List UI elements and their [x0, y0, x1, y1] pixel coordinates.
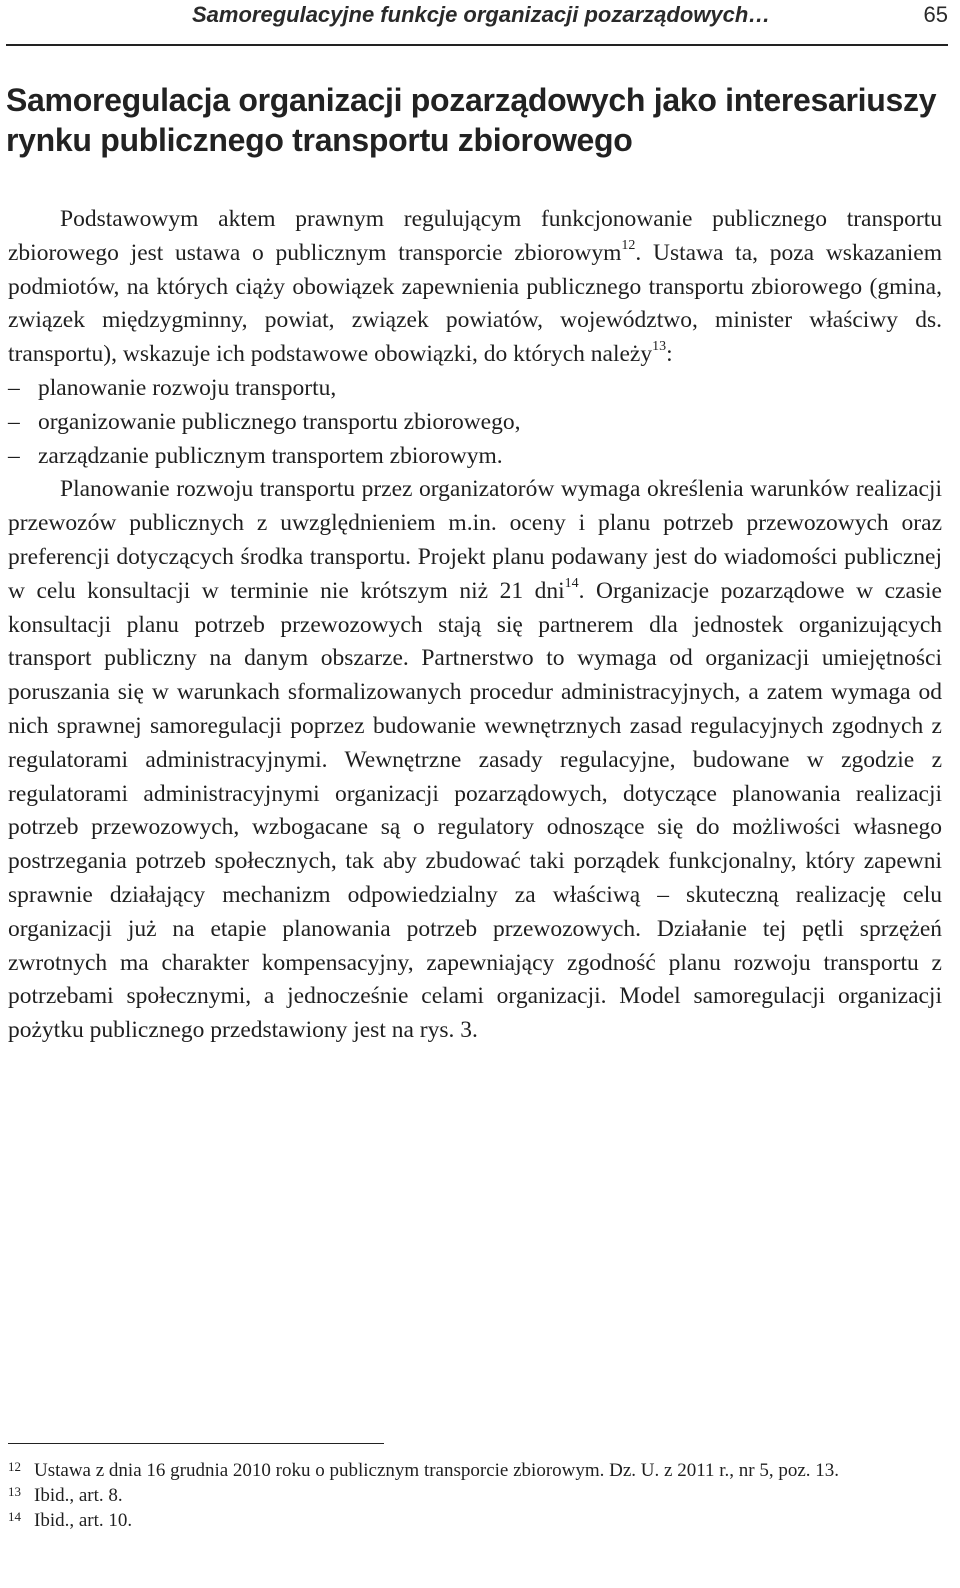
paragraph-2-continuation: . Organizacje pozarządowe w czasie konsultacji planu potrzeb przewozowych stają się partnerem dla jednostek organizujących transport publiczny na danym obszarze. Partnerstwo to wymaga od organizacji umiejętności poruszania się w warunkach sformalizowanych procedur administracyjnych, a zatem wymaga od nich sprawnej samoregulacji poprzez budowanie wewnętrznych zasad regulacyjnych zgodnych z regulatorami administracyjnymi. Wewnętrzne zasady regulacyjne, budowane w zgodzie z regulatorami administracyjnymi organizacji pozarządowych, dotyczące planowania realizacji potrzeb przewozowych, wzbogacane są o regulatory odnoszące się do możliwości własnego postrzegania potrzeb społecznych, tak aby zbudować taki porządek funkcjonalny, który zapewni sprawnie działający mechanizm odpowiedzialny za właściwą – skuteczną realizację celu organizacji już na etapie planowania potrzeb przewozowych. Działanie tej pętli sprzężeń zwrotnych ma charakter kompensacyjny, zapewniający zgodność planu rozwoju transportu z potrzebami społecznymi, a jednocześnie celami organizacji. Model samoregulacji organizacji pożytku publicznego przedstawiony jest na rys. 3. — [8, 577, 942, 1044]
footnote-number: 13 — [8, 1484, 21, 1499]
running-title: Samoregulacyjne funkcje organizacji pozarządowych… — [192, 2, 771, 27]
list-item-text: zarządzanie publicznym transportem zbiorowym. — [38, 442, 503, 469]
footnote-12 — [8, 1458, 942, 1483]
footnote-text: Ibid., art. 8. — [34, 1485, 123, 1506]
list-dash: – — [8, 408, 20, 435]
footnote-separator — [8, 1443, 384, 1444]
paragraph-2-text: Planowanie rozwoju transportu przez organizatorów wymaga określenia warunków realizacji przewozów publicznych z uwzględnieniem m.in. oceny i planu potrzeb przewozowych oraz preferencji dotyczących środka transportu. Projekt planu podawany jest do wiadomości publicznej w celu konsultacji w terminie nie krótszym niż 21 dni — [8, 476, 942, 604]
footnote-number: 14 — [8, 1509, 21, 1524]
paragraph-1-end: : — [666, 341, 673, 368]
footnote-text: Ustawa z dnia 16 grudnia 2010 roku o publicznym transporcie zbiorowym. Dz. U. z 2011 r., nr 5, poz. 13. — [34, 1460, 840, 1481]
section-title: Samoregulacja organizacji pozarządowych jako interesariuszy rynku publicznego transportu zbiorowego — [6, 82, 937, 158]
list-item-text: planowanie rozwoju transportu, — [38, 374, 337, 401]
list-item — [8, 406, 942, 440]
page-number: 65 — [923, 2, 948, 27]
duties-list — [8, 372, 942, 473]
footnote-ref-13[interactable]: 13 — [652, 339, 667, 355]
list-item — [8, 440, 942, 474]
paragraph-1-continuation: . Ustawa ta, poza wskazaniem podmiotów, na których ciąży obowiązek zapewnienia publicznego transportu zbiorowego (gmina, związek międzygminny, powiat, związek powiatów, województwo, minister właściwy ds. transportu), wskazuje ich podstawowe obowiązki, do których należy — [8, 239, 942, 368]
paragraph-2 — [8, 473, 942, 1048]
footnote-ref-12[interactable]: 12 — [621, 237, 636, 253]
footnote-13 — [8, 1483, 942, 1508]
footnotes — [8, 1458, 942, 1533]
footnote-text: Ibid., art. 10. — [34, 1510, 133, 1531]
list-item-text: organizowanie publicznego transportu zbiorowego, — [38, 408, 521, 435]
list-dash: – — [8, 442, 20, 469]
list-dash: – — [8, 374, 20, 401]
body-text — [8, 203, 942, 1048]
paragraph-1 — [8, 203, 942, 372]
paragraph-1-text: Podstawowym aktem prawnym regulującym funkcjonowanie publicznego transportu zbiorowego jest ustawa o publicznym transporcie zbiorowym — [8, 206, 942, 266]
footnote-14 — [8, 1508, 942, 1533]
page-header — [6, 0, 948, 46]
list-item — [8, 372, 942, 406]
footnote-number: 12 — [8, 1459, 21, 1474]
footnote-ref-14[interactable]: 14 — [564, 575, 579, 591]
